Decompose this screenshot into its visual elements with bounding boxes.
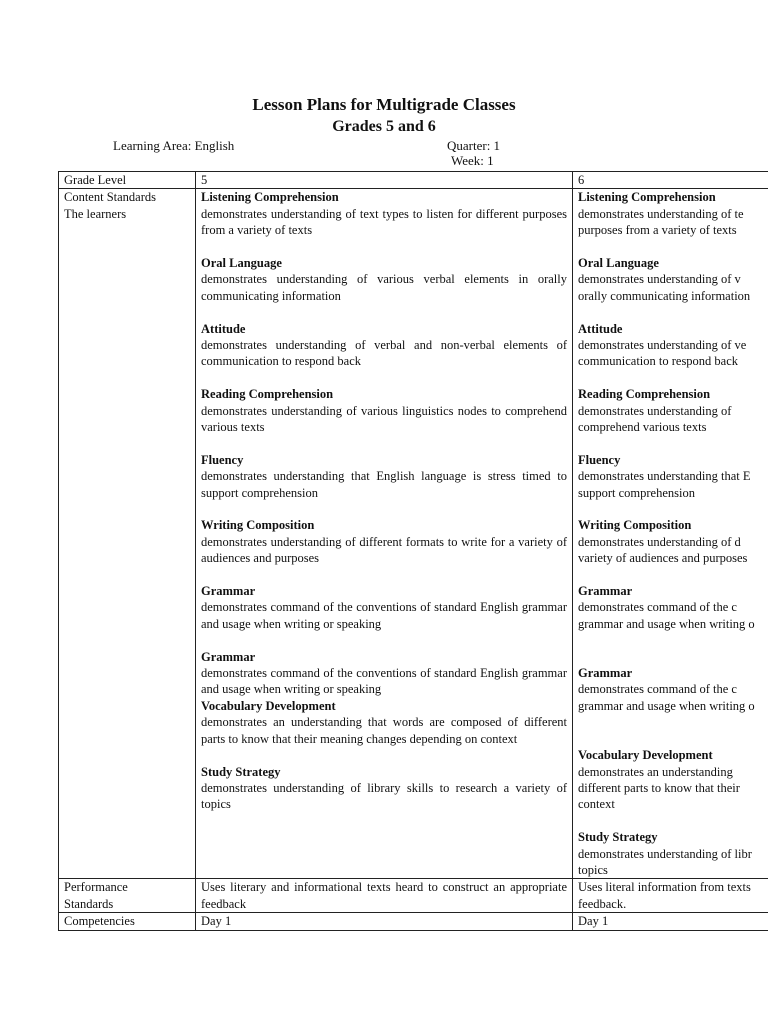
g5-standard-heading: Reading Comprehension — [201, 387, 334, 402]
g6-standard-line: purposes from a variety of texts — [578, 223, 737, 238]
learners-label: The learners — [64, 206, 127, 221]
g6-standard-line: demonstrates understanding of v — [578, 272, 741, 287]
grade6-competency: Day 1 — [573, 913, 768, 930]
g5-standard — [201, 764, 567, 813]
quarter: Quarter: 1 — [447, 138, 501, 153]
g5-standard-heading: Vocabulary Development — [201, 698, 336, 713]
g5-standard-heading: Study Strategy — [201, 764, 281, 779]
competencies-label: Competencies — [59, 913, 196, 930]
g5-standard-heading: Fluency — [201, 452, 244, 467]
g5-standard — [201, 698, 567, 747]
g6-standard-heading: Vocabulary Development — [578, 748, 713, 763]
performance-standards-row — [59, 879, 768, 913]
g5-standard — [201, 321, 567, 370]
g5-standard-text: demonstrates understanding of different formats to write for a variety of audiences and purposes — [201, 534, 567, 566]
g6-standard-line: orally communicating information — [578, 288, 751, 303]
g5-standard — [201, 517, 567, 566]
g5-standard — [201, 649, 567, 698]
g5-standard-heading: Listening Comprehension — [201, 190, 339, 205]
g6-standard-heading: Study Strategy — [578, 830, 658, 845]
g5-standard-heading: Grammar — [201, 584, 256, 599]
grade5-performance — [196, 879, 573, 913]
grade6-performance-line: Uses literal information from texts — [578, 880, 751, 895]
g5-standard-text: demonstrates command of the conventions of standard English grammar and usage when writing or speaking — [201, 666, 567, 697]
g6-standard-line: demonstrates an understanding — [578, 764, 733, 779]
g6-standard-heading: Grammar — [578, 666, 633, 681]
lesson-plan-table — [58, 171, 768, 931]
g5-standard-heading: Writing Composition — [201, 518, 315, 533]
competencies-row — [59, 913, 768, 930]
g6-standard — [578, 321, 768, 370]
g6-standard-heading: Reading Comprehension — [578, 387, 711, 402]
g5-standard — [201, 386, 567, 435]
g5-standard-text: demonstrates understanding of text types to listen for different purposes from a variety of texts — [201, 206, 567, 238]
g6-standard-line: context — [578, 797, 615, 812]
week: Week: 1 — [451, 153, 494, 168]
learning-area: Learning Area: English — [113, 138, 235, 153]
g6-standard-line: demonstrates understanding of — [578, 403, 732, 418]
g6-standard — [578, 517, 768, 566]
g5-standard-text: demonstrates understanding of verbal and non-verbal elements of communication to respond back — [201, 338, 567, 369]
g5-standard — [201, 189, 567, 238]
grade6-performance-line: feedback. — [578, 896, 627, 911]
grade6-content-standards — [573, 189, 768, 879]
g6-standard-line: grammar and usage when writing o — [578, 698, 755, 713]
grade5-competency: Day 1 — [196, 913, 573, 930]
g6-standard-line: demonstrates understanding of te — [578, 206, 744, 221]
document-subtitle: Grades 5 and 6 — [332, 118, 436, 135]
document-title: Lesson Plans for Multigrade Classes — [252, 95, 516, 114]
g6-standard-line: demonstrates command of the c — [578, 682, 737, 697]
performance-standards-label-cell — [59, 879, 196, 913]
g6-standard-heading: Writing Composition — [578, 518, 692, 533]
g6-standard-line: variety of audiences and purposes — [578, 551, 748, 566]
g5-standard-text: demonstrates command of the conventions of standard English grammar and usage when writing or speaking — [201, 600, 567, 631]
content-standards-row — [59, 189, 768, 879]
g6-standard-line: comprehend various texts — [578, 420, 707, 435]
g6-standard-heading: Grammar — [578, 584, 633, 599]
g5-standard — [201, 255, 567, 304]
g6-standard-line: demonstrates understanding that E — [578, 469, 751, 484]
g6-standard-line: communication to respond back — [578, 354, 739, 369]
g6-standard — [578, 665, 768, 714]
grade5-level: 5 — [196, 172, 573, 189]
performance-label: Performance — [64, 880, 128, 895]
g6-standard-line: grammar and usage when writing o — [578, 616, 755, 631]
g6-standard-line: demonstrates understanding of ve — [578, 338, 747, 353]
g6-standard-line: demonstrates command of the c — [578, 600, 737, 615]
g6-standard-line: demonstrates understanding of d — [578, 534, 741, 549]
g5-standard-heading: Grammar — [201, 649, 256, 664]
g6-standard-heading: Fluency — [578, 452, 621, 467]
g6-standard-heading: Listening Comprehension — [578, 190, 716, 205]
grade-level-label: Grade Level — [59, 172, 196, 189]
grade-level-row — [59, 172, 768, 189]
g5-standard-heading: Oral Language — [201, 256, 282, 271]
g6-standard — [578, 189, 768, 238]
grade5-content-standards — [196, 189, 573, 879]
g5-standard-text: demonstrates understanding that English language is stress timed to support comprehension — [201, 469, 567, 500]
g5-standard-text: demonstrates understanding of various linguistics nodes to comprehend various texts — [201, 403, 567, 435]
g5-standard — [201, 452, 567, 501]
g6-standard — [578, 583, 768, 632]
g6-standard — [578, 829, 768, 878]
g6-standard-heading: Attitude — [578, 321, 623, 336]
g5-standard-text: demonstrates understanding of various verbal elements in orally communicating information — [201, 272, 567, 303]
g6-standard-line: topics — [578, 862, 608, 877]
g6-standard — [578, 747, 768, 813]
g6-standard-line: demonstrates understanding of libr — [578, 846, 752, 861]
g6-standard-line: support comprehension — [578, 485, 695, 500]
grade5-performance-text: Uses literary and informational texts heard to construct an appropriate feedback — [201, 880, 567, 911]
g5-standard-text: demonstrates an understanding that words are composed of different parts to know that their meaning changes depending on context — [201, 715, 567, 746]
g5-standard — [201, 583, 567, 632]
g6-standard-heading: Oral Language — [578, 256, 659, 271]
grade6-level: 6 — [573, 172, 768, 189]
g6-standard — [578, 452, 768, 501]
g6-standard — [578, 386, 768, 435]
content-standards-label-cell — [59, 189, 196, 879]
g5-standard-text: demonstrates understanding of library skills to research a variety of topics — [201, 780, 567, 812]
g5-standard-heading: Attitude — [201, 321, 246, 336]
grade6-performance — [573, 879, 768, 913]
standards-label: Standards — [64, 896, 114, 911]
g6-standard-line: different parts to know that their — [578, 780, 740, 795]
content-standards-label: Content Standards — [64, 190, 157, 205]
g6-standard — [578, 255, 768, 304]
